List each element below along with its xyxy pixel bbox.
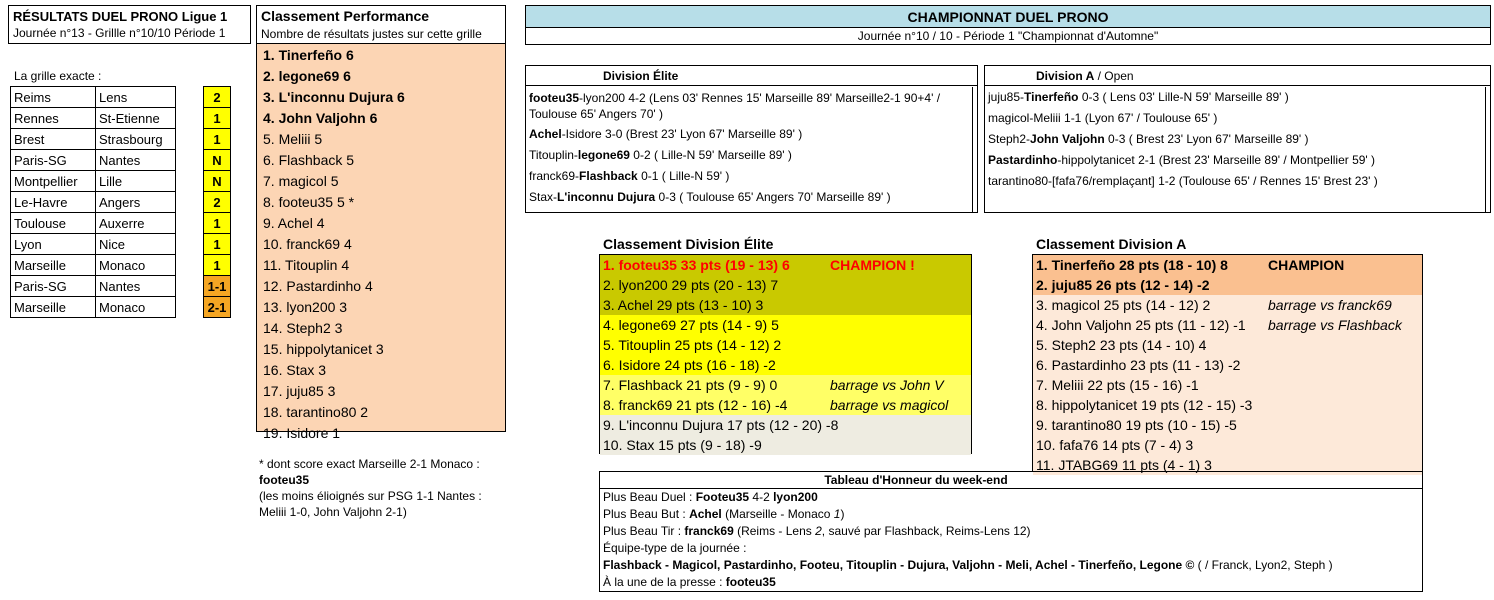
grid-spacer xyxy=(176,297,204,318)
best-duel: Plus Beau Duel : Footeu35 4-2 lyon200 xyxy=(603,490,818,504)
standing-text: 7. Flashback 21 pts (9 - 9) 0 xyxy=(603,377,778,393)
performance-item: 17. juju85 3 xyxy=(263,383,336,399)
standing-text: 6. Pastardinho 23 pts (11 - 13) -2 xyxy=(1036,357,1241,373)
a-standings-title: Classement Division A xyxy=(1036,236,1187,252)
grid-row xyxy=(11,297,231,318)
division-a-duels xyxy=(985,87,1486,212)
grid-spacer xyxy=(176,108,204,129)
duel-result xyxy=(526,187,972,208)
away-team: Monaco xyxy=(96,297,176,318)
grid-spacer xyxy=(176,150,204,171)
standing-text: 8. hippolytanicet 19 pts (12 - 15) -3 xyxy=(1036,397,1253,413)
away-team: Lens xyxy=(96,87,176,108)
grid-spacer xyxy=(176,276,204,297)
performance-item: 3. L'inconnu Dujura 6 xyxy=(263,89,405,105)
standing-row xyxy=(600,415,971,435)
grid-spacer xyxy=(176,192,204,213)
grid-spacer xyxy=(176,171,204,192)
match-result: 2 xyxy=(204,192,231,213)
elite-standings xyxy=(599,254,972,454)
results-header xyxy=(8,5,251,44)
grid-row xyxy=(11,87,231,108)
performance-item: 6. Flashback 5 xyxy=(263,152,355,168)
duel-winner: Pastardinho xyxy=(988,153,1058,167)
away-team: Strasbourg xyxy=(96,129,176,150)
performance-item: 16. Stax 3 xyxy=(263,362,327,378)
standing-text: 3. Achel 29 pts (13 - 10) 3 xyxy=(603,297,764,313)
standing-row xyxy=(600,255,971,275)
standing-row xyxy=(600,395,971,415)
honour-title: Tableau d'Honneur du week-end xyxy=(600,472,1422,489)
grid-spacer xyxy=(176,255,204,276)
standing-row xyxy=(1033,295,1422,315)
duel-text: tarantino80-[fafa76/remplaçant] 1-2 (Toulouse 65' / Rennes 15' Brest 23' ) xyxy=(988,174,1378,188)
match-result: 1 xyxy=(204,234,231,255)
away-team: Auxerre xyxy=(96,213,176,234)
match-result: 1 xyxy=(204,213,231,234)
home-team: Paris-SG xyxy=(11,276,96,297)
division-elite-results xyxy=(525,65,978,213)
home-team: Reims xyxy=(11,87,96,108)
best-goal: Plus Beau But : Achel (Marseille - Monaco 1) xyxy=(603,507,845,521)
duel-winner: Achel xyxy=(529,127,562,141)
match-result: 1-1 xyxy=(204,276,231,297)
away-team: Nantes xyxy=(96,276,176,297)
standing-text: 2. lyon200 29 pts (20 - 13) 7 xyxy=(603,277,779,293)
standing-row xyxy=(600,335,971,355)
match-result: 2-1 xyxy=(204,297,231,318)
duel-result xyxy=(985,150,1485,171)
press-headline: À la une de la presse : footeu35 xyxy=(603,575,776,589)
standing-note: barrage vs franck69 xyxy=(1268,297,1392,313)
standing-row xyxy=(1033,275,1422,295)
grid-spacer xyxy=(176,87,204,108)
away-team: St-Etienne xyxy=(96,108,176,129)
duel-winner: John Valjohn xyxy=(1030,132,1105,146)
championship-subtitle: Journée n°10 / 10 - Période 1 "Championnat d'Automne" xyxy=(857,29,1159,43)
duel-result xyxy=(526,145,972,166)
standing-note: barrage vs Flashback xyxy=(1268,317,1402,333)
standing-note: CHAMPION xyxy=(1268,257,1345,273)
performance-item: 13. lyon200 3 xyxy=(263,299,348,315)
standing-text: 7. Meliii 22 pts (15 - 16) -1 xyxy=(1036,377,1199,393)
duel-result xyxy=(985,108,1485,129)
performance-item: 12. Pastardinho 4 xyxy=(263,278,373,294)
grid-spacer xyxy=(176,234,204,255)
grid-spacer xyxy=(176,213,204,234)
performance-subtitle: Nombre de résultats justes sur cette grille xyxy=(257,26,505,44)
duel-text: Stax- xyxy=(529,190,558,204)
results-subtitle: Journée n°13 - Grillle n°10/10 Période 1 xyxy=(13,26,226,40)
duel-text: magicol-Meliii 1-1 (Lyon 67' / Toulouse 65' ) xyxy=(988,111,1218,125)
team-label: Équipe-type de la journée : xyxy=(603,541,747,555)
duel-winner: Tinerfeño xyxy=(1024,90,1079,104)
match-result: N xyxy=(204,150,231,171)
performance-title: Classement Performance xyxy=(261,8,430,24)
standing-row xyxy=(600,375,971,395)
standing-row xyxy=(600,275,971,295)
standing-row xyxy=(1033,355,1422,375)
standing-text: 5. Titouplin 25 pts (14 - 12) 2 xyxy=(603,337,782,353)
standing-row xyxy=(600,355,971,375)
a-standings xyxy=(1032,254,1423,472)
grid-row xyxy=(11,108,231,129)
duel-text: 0-2 ( Lille-N 59' Marseille 89' ) xyxy=(629,148,792,162)
performance-item: 15. hippolytanicet 3 xyxy=(263,341,384,357)
duel-result xyxy=(526,124,972,145)
duel-result xyxy=(985,87,1485,108)
duel-winner: legone69 xyxy=(577,148,630,162)
duel-text: -hippolytanicet 2-1 (Brest 23' Marseille 89' / Montpellier 59' ) xyxy=(1057,153,1376,167)
exact-score-note xyxy=(259,456,559,520)
duel-result xyxy=(985,171,1485,192)
performance-item: 5. Meliii 5 xyxy=(263,131,323,147)
performance-item: 8. footeu35 5 * xyxy=(263,194,355,210)
elite-standings-title: Classement Division Élite xyxy=(603,236,774,252)
home-team: Paris-SG xyxy=(11,150,96,171)
standing-row xyxy=(1033,315,1422,335)
away-team: Lille xyxy=(96,171,176,192)
duel-text: juju85- xyxy=(988,90,1025,104)
grid-row xyxy=(11,192,231,213)
match-result: 1 xyxy=(204,129,231,150)
away-team: Nice xyxy=(96,234,176,255)
division-elite-title: Division Élite xyxy=(526,66,977,86)
performance-item: 7. magicol 5 xyxy=(263,173,339,189)
championship-title: CHAMPIONNAT DUEL PRONO xyxy=(526,6,1490,28)
standing-text: 4. John Valjohn 25 pts (11 - 12) -1 xyxy=(1036,317,1246,333)
duel-text: 0-3 ( Brest 23' Lyon 67' Marseille 89' ) xyxy=(1104,132,1309,146)
standing-row xyxy=(1033,435,1422,455)
division-a-results xyxy=(984,65,1491,213)
best-shot: Plus Beau Tir : franck69 (Reims - Lens 2, sauvé par Flashback, Reims-Lens 12) xyxy=(603,524,1031,538)
performance-item: 2. legone69 6 xyxy=(263,68,351,84)
duel-winner: Flashback xyxy=(579,169,638,183)
duel-winner: footeu35 xyxy=(529,91,580,105)
standing-text: 2. juju85 26 pts (12 - 14) -2 xyxy=(1036,277,1210,293)
championship-header xyxy=(525,5,1491,45)
home-team: Brest xyxy=(11,129,96,150)
away-team: Angers xyxy=(96,192,176,213)
home-team: Toulouse xyxy=(11,213,96,234)
standing-text: 8. franck69 21 pts (12 - 16) -4 xyxy=(603,397,788,413)
grid-row xyxy=(11,276,231,297)
standing-row xyxy=(600,435,971,455)
note-winner: footeu35 xyxy=(259,473,310,487)
standing-row xyxy=(600,295,971,315)
home-team: Marseille xyxy=(11,255,96,276)
grid-label: La grille exacte : xyxy=(14,69,102,83)
division-elite-duels xyxy=(526,87,973,212)
note-line: * dont score exact Marseille 2-1 Monaco : xyxy=(259,457,480,471)
standing-text: 6. Isidore 24 pts (16 - 18) -2 xyxy=(603,357,776,373)
duel-text: 0-1 ( Lille-N 59' ) xyxy=(637,169,730,183)
standing-text: 3. magicol 25 pts (14 - 12) 2 xyxy=(1036,297,1211,313)
performance-item: 4. John Valjohn 6 xyxy=(263,110,378,126)
grid-row xyxy=(11,171,231,192)
duel-winner: L'inconnu Dujura xyxy=(557,190,656,204)
standing-text: 9. L'inconnu Dujura 17 pts (12 - 20) -8 xyxy=(603,417,839,433)
standing-note: barrage vs John V xyxy=(830,377,944,393)
standing-row xyxy=(1033,375,1422,395)
grid-spacer xyxy=(176,129,204,150)
team-of-the-day: Flashback - Magicol, Pastardinho, Footeu, Titouplin - Dujura, Valjohn - Meli, Achel - Tinerfeño, Legone © ( / Franck, Lyon2, Steph ) xyxy=(603,558,1333,572)
standing-text: 4. legone69 27 pts (14 - 9) 5 xyxy=(603,317,779,333)
standing-text: 10. Stax 15 pts (9 - 18) -9 xyxy=(603,437,762,453)
performance-item: 11. Titouplin 4 xyxy=(263,257,350,273)
duel-text: Titouplin- xyxy=(529,148,578,162)
performance-item: 9. Achel 4 xyxy=(263,215,325,231)
duel-text: -lyon200 4-2 (Lens 03' Rennes 15' Marseille 89' Marseille2-1 90+4' / Toulouse 65' Angers 70' ) xyxy=(529,91,941,121)
standing-row xyxy=(1033,335,1422,355)
duel-result xyxy=(985,129,1485,150)
home-team: Montpellier xyxy=(11,171,96,192)
division-a-title: Division A / Open xyxy=(985,66,1490,86)
duel-text: franck69- xyxy=(529,169,580,183)
standing-text: 11. JTABG69 11 pts (4 - 1) 3 xyxy=(1036,457,1212,473)
performance-item: 1. Tinerfeño 6 xyxy=(263,47,354,63)
performance-item: 10. franck69 4 xyxy=(263,236,352,252)
home-team: Rennes xyxy=(11,108,96,129)
standing-row xyxy=(1033,395,1422,415)
standing-note: barrage vs magicol xyxy=(830,397,949,413)
standing-text: 5. Steph2 23 pts (14 - 10) 4 xyxy=(1036,337,1207,353)
grid-row xyxy=(11,213,231,234)
duel-text: -Isidore 3-0 (Brest 23' Lyon 67' Marseille 89' ) xyxy=(561,127,803,141)
standing-text: 1. footeu35 33 pts (19 - 13) 6 xyxy=(603,257,790,273)
duel-text: Steph2- xyxy=(988,132,1031,146)
standing-row xyxy=(1033,255,1422,275)
honour-table xyxy=(599,471,1423,592)
home-team: Le-Havre xyxy=(11,192,96,213)
duel-text: 0-3 ( Lens 03' Lille-N 59' Marseille 89' ) xyxy=(1078,90,1289,104)
duel-text: 0-3 ( Toulouse 65' Angers 70' Marseille 89' ) xyxy=(655,190,891,204)
home-team: Lyon xyxy=(11,234,96,255)
standing-text: 9. tarantino80 19 pts (10 - 15) -5 xyxy=(1036,417,1237,433)
away-team: Monaco xyxy=(96,255,176,276)
performance-item: 14. Steph2 3 xyxy=(263,320,343,336)
performance-list xyxy=(257,44,505,441)
match-result: 1 xyxy=(204,108,231,129)
standing-row xyxy=(1033,415,1422,435)
performance-item: 19. Isidore 1 xyxy=(263,425,341,441)
performance-ranking xyxy=(256,5,506,441)
note-line: (les moins élioignés sur PSG 1-1 Nantes : xyxy=(259,489,482,503)
results-title: RÉSULTATS DUEL PRONO Ligue 1 xyxy=(13,9,228,24)
grid-row xyxy=(11,255,231,276)
match-result: 1 xyxy=(204,255,231,276)
grid-row xyxy=(11,234,231,255)
standing-row xyxy=(600,315,971,335)
performance-item: 18. tarantino80 2 xyxy=(263,404,369,420)
duel-result xyxy=(526,87,972,124)
exact-grid-table xyxy=(10,86,231,318)
duel-result xyxy=(526,166,972,187)
away-team: Nantes xyxy=(96,150,176,171)
home-team: Marseille xyxy=(11,297,96,318)
match-result: N xyxy=(204,171,231,192)
standing-text: 10. fafa76 14 pts (7 - 4) 3 xyxy=(1036,437,1194,453)
note-line: Meliii 1-0, John Valjohn 2-1) xyxy=(259,505,407,519)
grid-row xyxy=(11,150,231,171)
standing-note: CHAMPION ! xyxy=(830,257,915,273)
match-result: 2 xyxy=(204,87,231,108)
standing-text: 1. Tinerfeño 28 pts (18 - 10) 8 xyxy=(1036,257,1228,273)
grid-row xyxy=(11,129,231,150)
